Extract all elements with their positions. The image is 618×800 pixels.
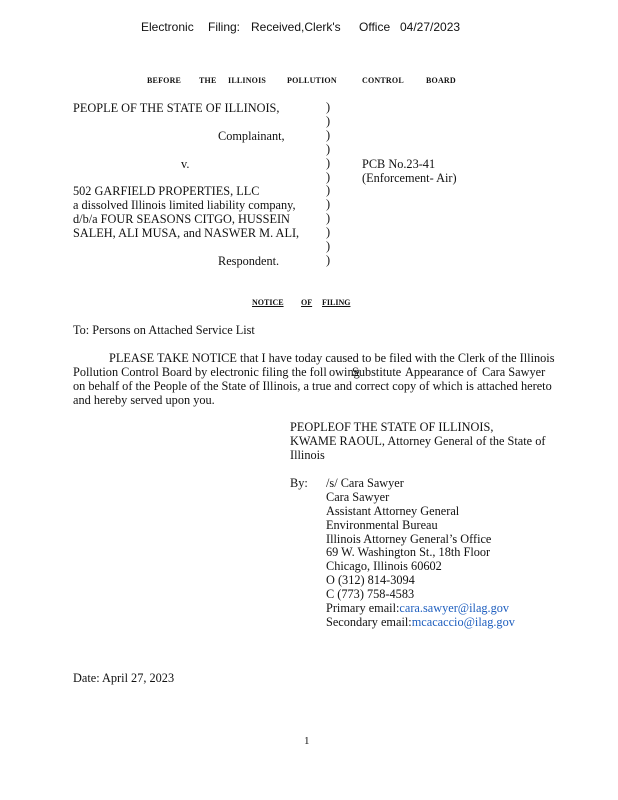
caption-paren: ) — [326, 253, 331, 267]
case-number: PCB No.23-41 — [362, 157, 436, 171]
signature-by-label: By: — [290, 476, 308, 490]
page-number: 1 — [304, 735, 310, 747]
caption-paren: ) — [326, 170, 331, 184]
filing-stamp-date: 04/27/2023 — [400, 20, 461, 34]
caption-paren: ) — [326, 225, 331, 239]
signature-line: Illinois Attorney General’s Office — [326, 532, 492, 546]
secondary-email-link[interactable]: mcacaccio@ilag.gov — [411, 615, 515, 629]
caption-paren: ) — [326, 239, 331, 253]
board-heading-pollution: POLLUTION — [287, 76, 337, 85]
notice-paragraph-line-2d: Appearance of — [405, 365, 478, 379]
signature-state: Illinois — [290, 448, 325, 462]
date-line: Date: April 27, 2023 — [73, 671, 175, 685]
caption-paren: ) — [326, 183, 331, 197]
notice-paragraph-line-2b: owing — [329, 365, 360, 379]
notice-paragraph-line-2e: Cara Sawyer — [482, 365, 546, 379]
caption-plaintiff: PEOPLE OF THE STATE OF ILLINOIS, — [73, 101, 280, 115]
board-heading-control: CONTROL — [362, 76, 404, 85]
primary-email-row — [326, 601, 509, 615]
signature-line: 69 W. Washington St., 18th Floor — [326, 545, 491, 559]
caption-paren: ) — [326, 211, 331, 225]
primary-email-label: Primary email: — [326, 601, 400, 615]
filing-stamp-electronic: Electronic — [141, 20, 194, 34]
to-line: To: Persons on Attached Service List — [73, 323, 255, 337]
caption-defendant-line-1: 502 GARFIELD PROPERTIES, LLC — [73, 184, 260, 198]
caption-versus: v. — [181, 157, 190, 171]
notice-paragraph-line-2a: Pollution Control Board by electronic filing the foll — [73, 365, 327, 379]
signature-line: Cara Sawyer — [326, 490, 390, 504]
notice-title-of: OF — [301, 298, 313, 307]
case-type: (Enforcement- Air) — [362, 171, 457, 185]
caption-paren: ) — [326, 156, 331, 170]
filing-stamp-office: Office — [359, 20, 391, 34]
caption-paren: ) — [326, 197, 331, 211]
caption-complainant: Complainant, — [218, 129, 285, 143]
signature-electronic: /s/ Cara Sawyer — [326, 476, 404, 490]
filing-stamp-filing: Filing: — [208, 20, 241, 34]
signature-line: Chicago, Illinois 60602 — [326, 559, 442, 573]
caption-paren: ) — [326, 128, 331, 142]
board-heading-before: BEFORE — [147, 76, 182, 85]
caption-defendant-line-3: d/b/a FOUR SEASONS CITGO, HUSSEIN — [73, 212, 290, 226]
caption-paren: ) — [326, 114, 331, 128]
filing-stamp-received: Received,Clerk's — [251, 20, 341, 34]
caption-defendant-line-2: a dissolved Illinois limited liability company, — [73, 198, 296, 212]
signature-phone-cell: C (773) 758-4583 — [326, 587, 415, 601]
notice-title-filing: FILING — [322, 298, 351, 307]
board-heading-the: THE — [199, 76, 217, 85]
secondary-email-label: Secondary email: — [326, 615, 412, 629]
notice-paragraph-line-2c: Substitute — [352, 365, 402, 379]
signature-party: PEOPLEOF THE STATE OF ILLINOIS, — [290, 420, 494, 434]
notice-paragraph-line-4: and hereby served upon you. — [73, 393, 215, 407]
signature-line: Environmental Bureau — [326, 518, 438, 532]
notice-title-notice: NOTICE — [252, 298, 284, 307]
board-heading-board: BOARD — [426, 76, 456, 85]
signature-phone-office: O (312) 814-3094 — [326, 573, 415, 587]
signature-line: Assistant Attorney General — [326, 504, 460, 518]
caption-paren: ) — [326, 100, 331, 114]
primary-email-link[interactable]: cara.sawyer@ilag.gov — [399, 601, 510, 615]
signature-attorney-general: KWAME RAOUL, Attorney General of the State of — [290, 434, 546, 448]
caption-paren: ) — [326, 142, 331, 156]
caption-respondent: Respondent. — [218, 254, 280, 268]
notice-paragraph-line-3: on behalf of the People of the State of Illinois, a true and correct copy of which is attached hereto — [73, 379, 552, 393]
secondary-email-row — [326, 615, 515, 629]
board-heading-illinois: ILLINOIS — [228, 76, 267, 85]
caption-defendant-line-4: SALEH, ALI MUSA, and NASWER M. ALI, — [73, 226, 300, 240]
notice-paragraph-line-1: PLEASE TAKE NOTICE that I have today caused to be filed with the Clerk of the Illinois — [109, 351, 555, 365]
